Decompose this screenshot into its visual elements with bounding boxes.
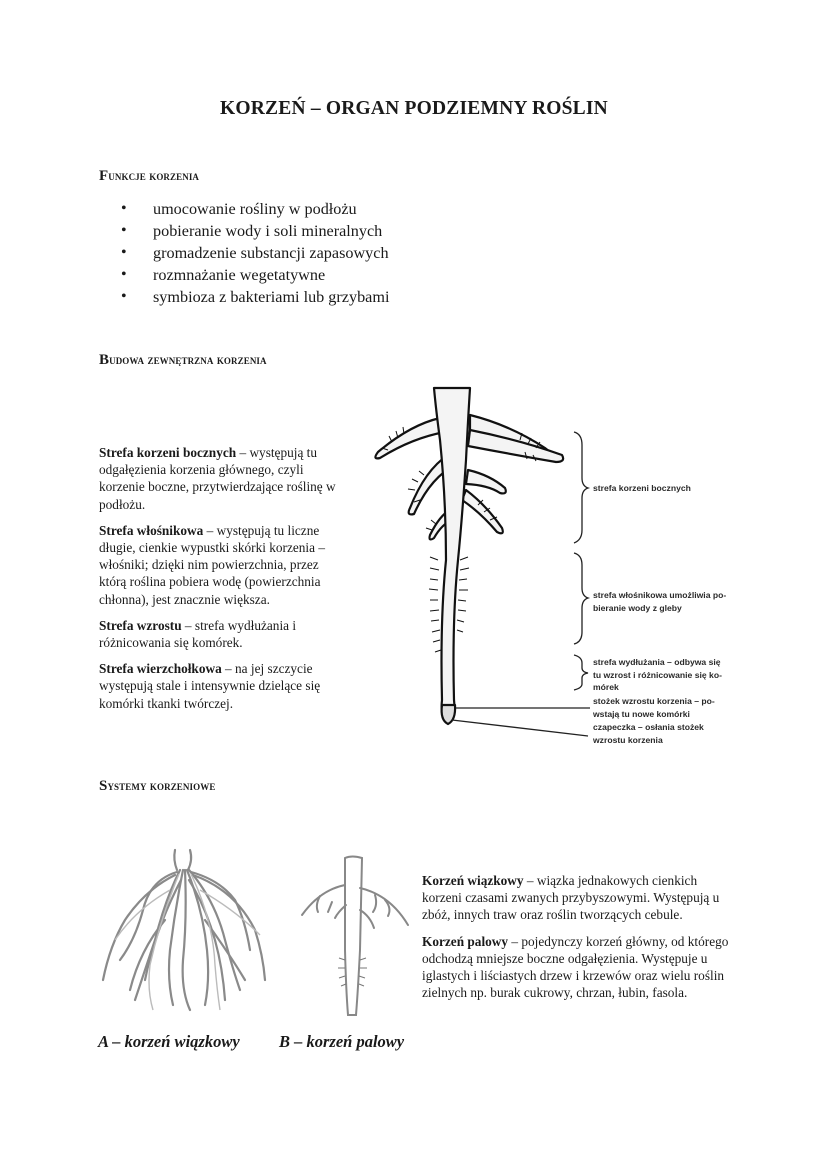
zone-paragraph: Strefa wzrostu – strefa wydłużania i różnicowania się komórek. xyxy=(99,617,297,651)
tap-root-illustration xyxy=(290,850,420,1025)
section-heading-external-structure: Budowa zewnętrzna korzenia xyxy=(99,352,267,368)
label-lateral-roots-zone: strefa korzeni bocznych xyxy=(593,483,691,493)
caption-tap-root: B – korzeń palowy xyxy=(279,1032,405,1051)
label-root-cap: czapeczka – osłania stożek wzrostu korzenia xyxy=(593,722,704,745)
label-elongation-zone: strefa wydłużania – odbywa się tu wzrost i różnicowanie się ko- mórek xyxy=(593,657,722,692)
list-item: • umocowanie rośliny w podłożu xyxy=(121,198,389,220)
fibrous-root-illustration xyxy=(95,840,275,1015)
caption-fibrous-root: A – korzeń wiązkowy xyxy=(98,1032,240,1051)
zone-paragraph: Strefa wierzchołkowa – na jej szczycie występują stale i intensywnie dzielące się komórki tkanki twórczej. xyxy=(99,661,321,711)
label-growth-cone: stożek wzrostu korzenia – po- wstają tu nowe komórki xyxy=(593,696,715,719)
root-systems-description xyxy=(422,872,737,1010)
section-heading-root-systems: Systemy korzeniowe xyxy=(99,778,216,794)
list-item: • gromadzenie substancji zapasowych xyxy=(121,242,389,264)
zone-paragraph: Strefa korzeni bocznych – występują tu odgałęzienia korzenia głównego, czyli korzenie boczne, przytwierdzające roślinę w podłożu. xyxy=(99,445,336,512)
zone-paragraph: Strefa włośnikowa – występują tu liczne długie, cienkie wypustki skórki korzenia – włośniki; dzięki nim powierzchnia, przez którą roślina pobiera wodę (powierzchnia chłonna), jest znacznie większa. xyxy=(99,522,325,607)
list-item: • pobieranie wody i soli mineralnych xyxy=(121,220,389,242)
root-system-paragraph: Korzeń palowy – pojedynczy korzeń główny, od którego odchodzą mniejsze boczne odgałęzienia. Występuje u iglastych i liściastych drzew i krzewów oraz wielu roślin zielnych np. burak cukrowy, chrzan, łubin, fasola. xyxy=(422,933,729,1001)
page-title: KORZEŃ – ORGAN PODZIEMNY ROŚLIN xyxy=(220,98,608,119)
list-item: • rozmnażanie wegetatywne xyxy=(121,264,389,286)
label-root-hair-zone: strefa włośnikowa umożliwia po- bieranie wody z gleby xyxy=(593,590,727,613)
section-heading-functions: Funkcje korzenia xyxy=(99,168,200,184)
root-system-paragraph: Korzeń wiązkowy – wiązka jednakowych cienkich korzeni czasami zwanych przybyszowymi. Występują u zbóż, innych traw oraz roślin tworzących cebule. xyxy=(422,873,720,923)
list-item: • symbioza z bakteriami lub grzybami xyxy=(121,286,389,308)
